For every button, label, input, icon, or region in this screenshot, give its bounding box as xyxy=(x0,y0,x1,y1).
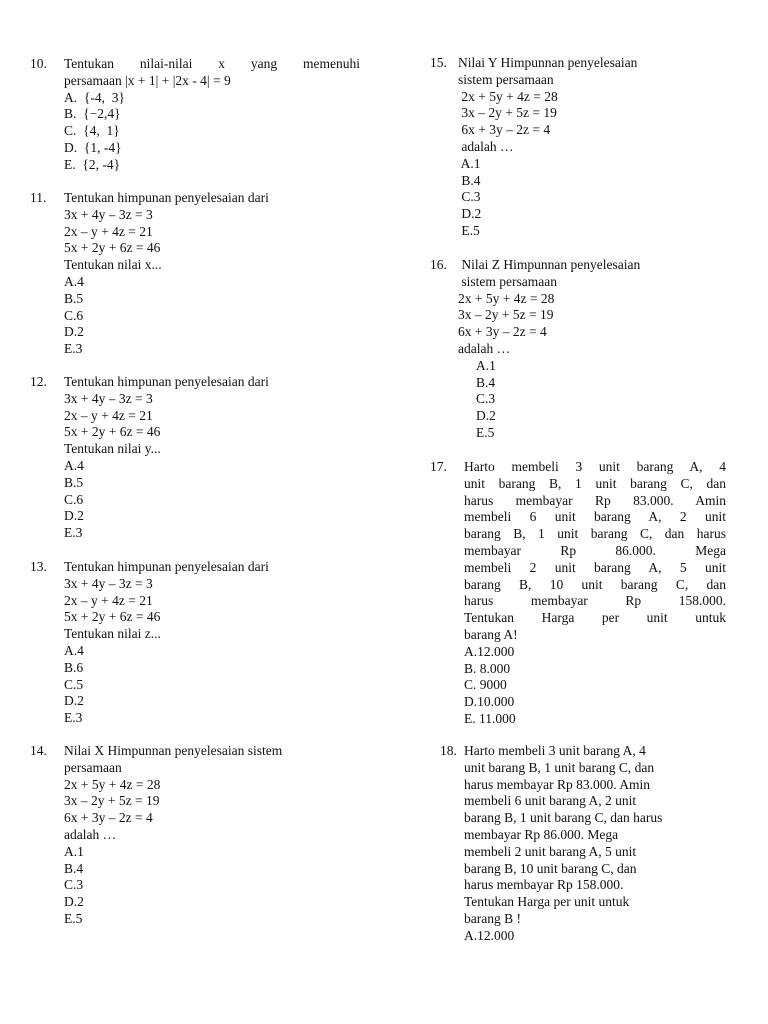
question-body xyxy=(458,55,728,240)
answer-option-a: A.12.000 xyxy=(464,927,515,943)
answer-option-a: A.1 xyxy=(476,357,496,373)
question-text-line: harus membayar Rp 83.000. Amin xyxy=(464,776,650,792)
question-body xyxy=(64,56,360,174)
equation-line: 2x – y + 4z = 21 xyxy=(64,223,153,239)
answer-option-e: E.5 xyxy=(64,910,83,926)
question-text-line: Tentukan nilai z... xyxy=(64,626,161,642)
answer-option-e: E.3 xyxy=(64,341,83,357)
answer-option-b: B.5 xyxy=(64,474,84,490)
equation-line: 3x + 4y – 3z = 3 xyxy=(64,390,153,406)
answer-option-e: E.3 xyxy=(64,710,83,726)
answer-option-b: B. 8.000 xyxy=(464,660,511,676)
question-text-line: barang B, 1 unit barang C, dan harus xyxy=(464,810,663,826)
answer-option-a: A.12.000 xyxy=(464,643,515,659)
question-text-line: Tentukan himpunan penyelesaian dari xyxy=(64,559,269,574)
question-text-line: harus membayar Rp 158.000. xyxy=(464,593,726,609)
question-body xyxy=(464,743,726,945)
equation-line: 2x – y + 4z = 21 xyxy=(64,592,153,608)
question-body xyxy=(464,459,726,728)
question-text-line: barang B, 10 unit barang C, dan xyxy=(464,860,637,876)
equation-line: 5x + 2y + 6z = 46 xyxy=(64,609,161,625)
equation-line: 3x + 4y – 3z = 3 xyxy=(64,206,153,222)
equation-line: 2x + 5y + 4z = 28 xyxy=(458,88,558,104)
equation-line: 6x + 3y – 2z = 4 xyxy=(64,810,153,826)
answer-option-d: D.2 xyxy=(458,206,482,222)
answer-option-a: A.1 xyxy=(458,155,481,171)
answer-option-d: D.2 xyxy=(64,324,84,340)
answer-option-e: E. {2, -4} xyxy=(64,156,121,172)
equation-line: 5x + 2y + 6z = 46 xyxy=(64,240,161,256)
question-body xyxy=(64,190,340,358)
answer-option-c: C.3 xyxy=(476,391,496,407)
answer-option-c: C.3 xyxy=(64,877,84,893)
question-text-line: persamaan |x + 1| + |2x - 4| = 9 xyxy=(64,72,231,88)
question-number: 12. xyxy=(30,374,47,389)
answer-option-b: B.4 xyxy=(64,860,84,876)
question-number: 17. xyxy=(430,459,447,474)
question-text-line: barang B, 10 unit barang C, dan xyxy=(464,576,726,592)
equation-line: 3x + 4y – 3z = 3 xyxy=(64,575,153,591)
equation-line: 6x + 3y – 2z = 4 xyxy=(458,122,551,138)
question-number: 15. xyxy=(430,55,447,70)
question-text-line: adalah … xyxy=(64,826,117,842)
answer-option-a: A. {-4, 3} xyxy=(64,89,125,105)
question-text-line: sistem persamaan xyxy=(458,273,557,289)
answer-option-d: D.2 xyxy=(64,894,84,910)
question-number: 11. xyxy=(30,190,47,205)
answer-option-e: E.5 xyxy=(458,222,480,238)
equation-line: 2x – y + 4z = 21 xyxy=(64,407,153,423)
question-text-line: adalah … xyxy=(458,138,514,154)
question-text-line: membeli 2 unit barang A, 5 unit xyxy=(464,559,726,575)
answer-option-c: C.6 xyxy=(64,491,84,507)
answer-option-e: E.3 xyxy=(64,525,83,541)
question-text-line: harus membayar Rp 158.000. xyxy=(464,877,624,893)
question-text-line: Nilai Y Himpunnan penyelesaian xyxy=(458,55,638,70)
question-text-line: Tentukan nilai-nilai x yang memenuhi xyxy=(64,56,360,71)
question-text-line: membeli 6 unit barang A, 2 unit xyxy=(464,509,726,525)
answer-option-b: B. {−2,4} xyxy=(64,106,121,122)
answer-option-b: B.4 xyxy=(476,374,496,390)
equation-line: 5x + 2y + 6z = 46 xyxy=(64,424,161,440)
question-text-line: barang B ! xyxy=(464,910,521,926)
answer-option-d: D.2 xyxy=(64,693,84,709)
question-text-line: membayar Rp 86.000. Mega xyxy=(464,542,726,558)
answer-option-d: D. {1, -4} xyxy=(64,139,122,155)
answer-option-b: B.5 xyxy=(64,290,84,306)
answer-option-a: A.4 xyxy=(64,457,84,473)
equation-line: 3x – 2y + 5z = 19 xyxy=(64,793,160,809)
question-text-line: Tentukan himpunan penyelesaian dari xyxy=(64,190,269,205)
answer-option-c: C.5 xyxy=(64,676,84,692)
question-text-line: membeli 6 unit barang A, 2 unit xyxy=(464,793,637,809)
question-text-line: Tentukan nilai y... xyxy=(64,441,161,457)
question-body xyxy=(64,559,340,727)
question-text-line: unit barang B, 1 unit barang C, dan xyxy=(464,475,726,491)
question-text-line: Tentukan Harga per unit untuk xyxy=(464,610,726,626)
question-text-line: sistem persamaan xyxy=(458,71,554,87)
question-text-line: adalah … xyxy=(458,340,511,356)
equation-line: 6x + 3y – 2z = 4 xyxy=(458,324,547,340)
equation-line: 3x – 2y + 5z = 19 xyxy=(458,105,557,121)
answer-option-d: D.2 xyxy=(476,408,496,424)
question-text-line: barang A! xyxy=(464,626,518,642)
answer-option-c: C.6 xyxy=(64,307,84,323)
answer-option-b: B.4 xyxy=(458,172,481,188)
question-text-line: Tentukan nilai x... xyxy=(64,257,162,273)
question-body xyxy=(64,743,340,928)
question-number: 16. xyxy=(430,257,447,272)
answer-option-c: C. {4, 1} xyxy=(64,123,120,139)
answer-option-a: A.1 xyxy=(64,843,84,859)
question-text-line: Nilai Z Himpunnan penyelesaian xyxy=(458,257,641,272)
answer-option-c: C. 9000 xyxy=(464,677,507,693)
question-body xyxy=(64,374,340,542)
question-text-line: harus membayar Rp 83.000. Amin xyxy=(464,492,726,508)
answer-option-a: A.4 xyxy=(64,642,84,658)
answer-option-d: D.10.000 xyxy=(464,694,515,710)
question-text-line: unit barang B, 1 unit barang C, dan xyxy=(464,759,655,775)
question-text-line: persamaan xyxy=(64,759,122,775)
question-number: 14. xyxy=(30,743,47,758)
answer-option-e: E. 11.000 xyxy=(464,710,516,726)
question-text-line: barang B, 1 unit barang C, dan harus xyxy=(464,526,726,542)
equation-line: 3x – 2y + 5z = 19 xyxy=(458,307,554,323)
equation-line: 2x + 5y + 4z = 28 xyxy=(64,776,161,792)
question-number: 13. xyxy=(30,559,47,574)
question-text-line: Harto membeli 3 unit barang A, 4 xyxy=(464,459,726,474)
answer-option-a: A.4 xyxy=(64,273,84,289)
question-text-line: Nilai X Himpunnan penyelesaian sistem xyxy=(64,743,283,758)
question-text-line: membeli 2 unit barang A, 5 unit xyxy=(464,843,637,859)
question-text-line: Tentukan Harga per unit untuk xyxy=(464,894,630,910)
answer-option-e: E.5 xyxy=(476,424,495,440)
question-text-line: membayar Rp 86.000. Mega xyxy=(464,826,619,842)
question-text-line: Harto membeli 3 unit barang A, 4 xyxy=(464,743,646,758)
question-text-line: Tentukan himpunan penyelesaian dari xyxy=(64,374,269,389)
answer-option-b: B.6 xyxy=(64,659,84,675)
equation-line: 2x + 5y + 4z = 28 xyxy=(458,290,555,306)
answer-option-d: D.2 xyxy=(64,508,84,524)
question-number: 18. xyxy=(440,743,457,758)
question-number: 10. xyxy=(30,56,47,71)
answer-option-c: C.3 xyxy=(458,189,481,205)
question-body xyxy=(458,257,728,442)
